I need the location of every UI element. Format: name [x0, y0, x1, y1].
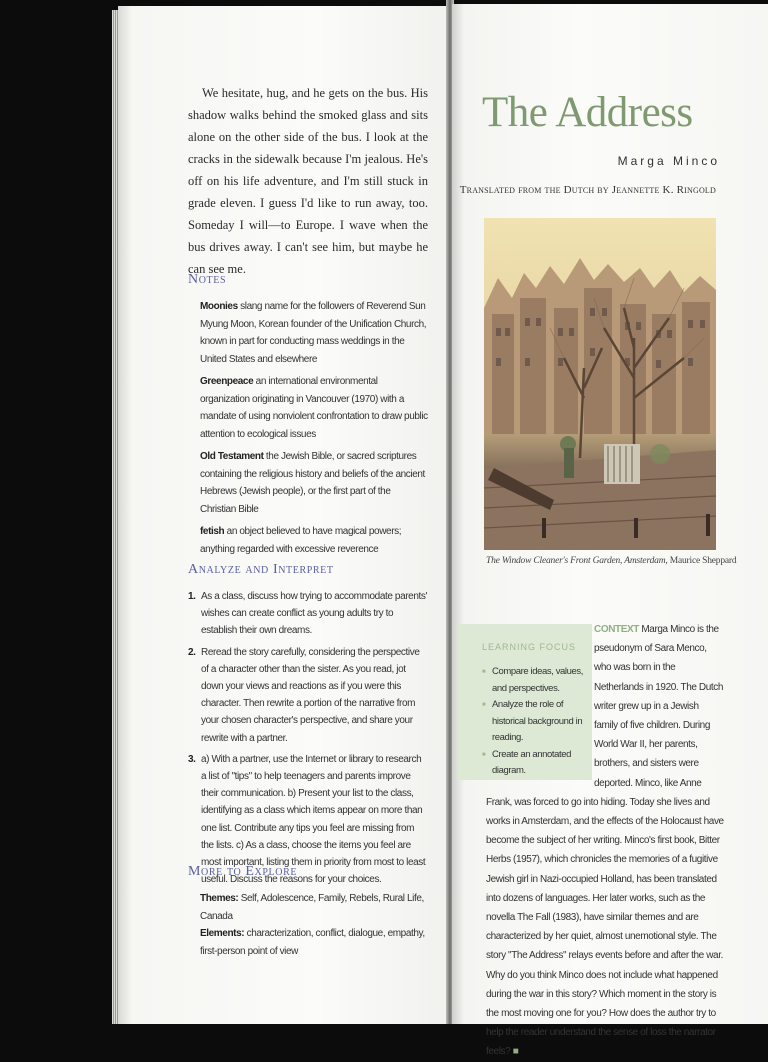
- note-term: Greenpeace: [200, 376, 254, 387]
- elements-label: Elements:: [200, 928, 245, 939]
- right-page: [452, 4, 768, 1058]
- author-name: Marga Minco: [617, 154, 720, 168]
- translator-credit: Translated from the Dutch by Jeannette K. Ringold: [459, 184, 716, 196]
- learning-focus-title: LEARNING FOCUS: [482, 642, 577, 652]
- explore-section: [200, 890, 428, 960]
- analyze-text: a) With a partner, use the Internet or library to research a list of "tips" to help teenagers and parents improve their communication. b) Present your list to the class, identifying as a class which items appear on more than one list. Contribute any tips you feel are missing from the lists. c) As a class, choose the items you feel are most important, listing them in priority from most to least useful. Discuss the reasons for your choices.: [201, 753, 426, 886]
- left-page: [118, 6, 450, 1024]
- learning-focus-item: ■ Analyze the role of historical background in reading.: [482, 697, 592, 747]
- elements-line: [200, 925, 428, 960]
- note-definition: the Jewish Bible, or sacred scriptures containing the religious history and beliefs of the ancient Hebrews (Jewish people), or the first part of the Christian Bible: [200, 451, 425, 515]
- note-item: [200, 523, 428, 558]
- caption-artist: Maurice Sheppard: [669, 556, 737, 566]
- context-text: Marga Minco is the pseudonym of Sara Menco, who was born in the Netherlands in 1920. The Dutch writer grew up in a Jewish family of five children. During World War II, her parents, brothers, and sisters were deported. Minco, like Anne Frank, was forced to go into hiding. Today she lives and works in Amsterdam, and the effects of the Holocaust have become the subject of her writing. Minco's first book, Bitter Herbs (1957), which chronicles the memories of a fugitive Jewish girl in Nazi-occupied Holland, has been translated into dozens of languages. Her later works, such as the novella The Fall (1983), have similar themes and are characterized by her quiet, almost unemotional style. The story "The Address" relays events before and after the war. Why do you think Minco does not include what happened during the war in this story? Which moment in the story is the most moving one for you? How does the author try to help the reader understand the sense of loss the narrator feels?: [486, 624, 724, 1058]
- analyze-number: 1.: [188, 591, 196, 602]
- learning-focus-item: ■ Compare ideas, values, and perspectives.: [482, 664, 592, 697]
- note-definition: slang name for the followers of Reverend Sun Myung Moon, Korean founder of the Unification Church, known in part for conducting mass weddings in the United States and elsewhere: [200, 301, 427, 365]
- explore-heading: More to Explore: [188, 864, 298, 879]
- note-definition: an object believed to have magical powers; anything regarded with excessive reverence: [200, 526, 402, 555]
- analyze-item: [188, 588, 428, 640]
- note-item: [200, 448, 428, 518]
- painting-caption: [486, 556, 736, 566]
- painting-illustration: [484, 218, 716, 550]
- elements-value: characterization, conflict, dialogue, empathy, first-person point of view: [200, 928, 425, 957]
- note-item: [200, 373, 428, 443]
- story-paragraph: We hesitate, hug, and he gets on the bus. His shadow walks behind the smoked glass and sits alone on the other side of the bus. I look at the cracks in the sidewalk because I'm jealous. He's off on his life adventure, and I'm still stuck in grade eleven. I guess I'd like to run away, too. Someday I will—to Europe. I wave when the bus drives away. I can't see him, but maybe he can see me.: [188, 86, 428, 276]
- notes-list: [200, 298, 428, 563]
- themes-value: Self, Adolescence, Family, Rebels, Rural Life, Canada: [200, 893, 424, 922]
- analyze-number: 3.: [188, 753, 196, 765]
- analyze-number: 2.: [188, 646, 196, 658]
- notes-heading: Notes: [188, 272, 227, 287]
- amsterdam-canal-painting: [484, 218, 716, 550]
- note-term: fetish: [200, 526, 225, 537]
- note-term: Moonies: [200, 301, 238, 312]
- analyze-text: Reread the story carefully, considering the perspective of a character other than the sister. As you read, jot down your views and reactions as if you were this character. Then rewrite a portion of the narrative from your chosen character's perspective, and share your rewrite with a partner.: [201, 646, 420, 744]
- analyze-heading: Analyze and Interpret: [188, 562, 334, 577]
- note-item: [200, 298, 428, 368]
- context-label: CONTEXT: [594, 624, 639, 635]
- learning-focus-item: ■ Create an annotated diagram.: [482, 747, 592, 780]
- caption-title: The Window Cleaner's Front Garden, Amsterdam,: [486, 556, 668, 566]
- themes-label: Themes:: [200, 893, 239, 904]
- themes-line: [200, 890, 428, 925]
- analyze-text: As a class, discuss how trying to accommodate parents' wishes can create conflict as young adults try to establish their own dreams.: [201, 591, 427, 637]
- note-definition: an international environmental organization originating in Vancouver (1970) with a mandate of using nonviolent confrontation to draw public attention to ecological issues: [200, 376, 428, 440]
- context-section: [486, 620, 724, 1062]
- square-end-mark-icon: ■: [512, 1046, 519, 1058]
- page-title: The Address: [482, 89, 693, 136]
- analyze-item: [188, 644, 428, 747]
- analyze-list: [188, 588, 428, 892]
- note-term: Old Testament: [200, 451, 264, 462]
